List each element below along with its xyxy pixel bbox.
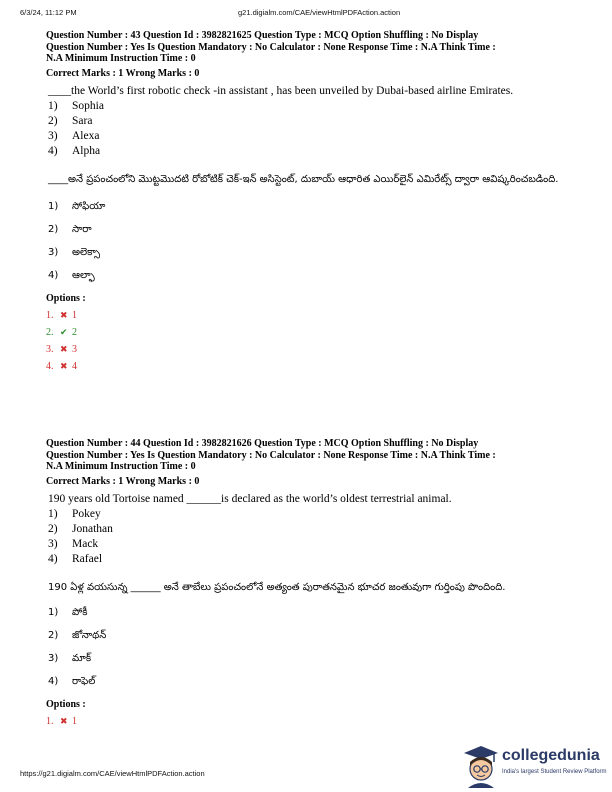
option-item: 4) Rafael bbox=[48, 552, 103, 565]
question-telugu: 190 ఏళ్ల వయసున్న ______ అనే తాబేలు ప్రపంచంలోనే అత్యంత పురాతనమైన భూచర జంతువుగా గుర్తింపు పొందింది. bbox=[48, 581, 506, 593]
logo-name: collegedunia bbox=[502, 747, 600, 764]
option-text: Alexa bbox=[72, 129, 100, 142]
question-44 bbox=[46, 438, 566, 730]
graduate-icon bbox=[462, 744, 500, 788]
option-item: 2) జోనాథన్ bbox=[48, 624, 566, 647]
marks-line: Correct Marks : 1 Wrong Marks : 0 bbox=[46, 67, 200, 79]
option-text: Sophia bbox=[72, 99, 104, 112]
option-item: 4) రాఫెల్ bbox=[48, 670, 566, 693]
answer-option: 3. ✖ 3 bbox=[46, 341, 566, 358]
print-datetime: 6/3/24, 11:12 PM bbox=[20, 8, 77, 17]
option-item: 3) Mack bbox=[48, 537, 99, 550]
answer-option: 4. ✖ 4 bbox=[46, 358, 566, 375]
option-item: 1) Sophia bbox=[48, 99, 104, 112]
question-meta bbox=[46, 438, 566, 473]
option-text: Pokey bbox=[72, 507, 101, 520]
question-telugu: ____అనే ప్రపంచంలోని మొట్టమొదటి రోబోటిక్ చెక్-ఇన్ అసిస్టెంట్, దుబాయ్ ఆధారిత ఎయిర్‌లైన్ ఎమిరేట్స్ ద్వారా ఆవిష్కరించబడింది. bbox=[48, 173, 559, 185]
question-text: 190 years old Tortoise named ______is declared as the world’s oldest terrestrial animal. bbox=[48, 492, 452, 505]
options-label: Options : bbox=[46, 292, 86, 304]
check-icon: ✔ bbox=[60, 326, 68, 337]
option-text: రాఫెల్ bbox=[72, 675, 96, 687]
question-meta bbox=[46, 30, 566, 65]
option-item: 4) ఆల్ఫా bbox=[48, 264, 566, 287]
answer-option: 1. ✖ 1 bbox=[46, 713, 566, 730]
option-item: 2) Jonathan bbox=[48, 522, 113, 535]
option-text: సోఫియా bbox=[72, 200, 106, 212]
option-item: 3) మాక్ bbox=[48, 647, 566, 670]
option-text: Mack bbox=[72, 537, 99, 550]
options-label: Options : bbox=[46, 698, 86, 710]
option-text: అలెక్సా bbox=[72, 246, 101, 258]
option-item: 2) సారా bbox=[48, 218, 566, 241]
answer-option: 2. ✔ 2 bbox=[46, 324, 566, 341]
option-text: Alpha bbox=[72, 144, 101, 157]
question-43 bbox=[46, 30, 566, 375]
option-item: 3) Alexa bbox=[48, 129, 100, 142]
option-text: Rafael bbox=[72, 552, 103, 565]
meta-line: Question Number : 44 Question Id : 3982821626 Question Type : MCQ Option Shuffling : No Display bbox=[46, 438, 479, 449]
meta-line: Question Number : Yes Is Question Mandatory : No Calculator : None Response Time : N.A Think Time : bbox=[46, 449, 496, 461]
option-text: Jonathan bbox=[72, 522, 113, 535]
wrong-icon: ✖ bbox=[60, 360, 68, 371]
option-text: ఆల్ఫా bbox=[72, 269, 95, 281]
option-text: మాక్ bbox=[72, 652, 92, 664]
meta-line: N.A Minimum Instruction Time : 0 bbox=[46, 461, 196, 472]
option-item: 2) Sara bbox=[48, 114, 93, 127]
option-item: 1) Pokey bbox=[48, 507, 101, 520]
wrong-icon: ✖ bbox=[60, 343, 68, 354]
question-text: ____the World’s first robotic check -in assistant , has been unveiled by Dubai-based airline Emirates. bbox=[48, 84, 514, 97]
option-item: 1) పోకీ bbox=[48, 601, 566, 624]
answer-option: 1. ✖ 1 bbox=[46, 307, 566, 324]
collegedunia-logo bbox=[462, 744, 612, 788]
marks-line: Correct Marks : 1 Wrong Marks : 0 bbox=[46, 475, 200, 487]
question-english bbox=[48, 492, 566, 567]
footer-url: https://g21.digialm.com/CAE/viewHtmlPDFAction.action bbox=[20, 769, 205, 778]
print-url: g21.digialm.com/CAE/viewHtmlPDFAction.action bbox=[238, 8, 401, 17]
wrong-icon: ✖ bbox=[60, 309, 68, 320]
wrong-icon: ✖ bbox=[60, 715, 68, 726]
meta-line: N.A Minimum Instruction Time : 0 bbox=[46, 53, 196, 64]
option-text: Sara bbox=[72, 114, 93, 127]
option-item: 4) Alpha bbox=[48, 144, 101, 157]
meta-line: Question Number : Yes Is Question Mandatory : No Calculator : None Response Time : N.A Think Time : bbox=[46, 41, 496, 53]
option-text: జోనాథన్ bbox=[72, 629, 107, 641]
option-text: సారా bbox=[72, 223, 92, 235]
meta-line: Question Number : 43 Question Id : 3982821625 Question Type : MCQ Option Shuffling : No Display bbox=[46, 30, 479, 41]
logo-tagline: India's largest Student Review Platform bbox=[502, 769, 607, 775]
question-english bbox=[48, 84, 566, 159]
option-item: 1) సోఫియా bbox=[48, 195, 566, 218]
option-text: పోకీ bbox=[72, 606, 88, 618]
option-item: 3) అలెక్సా bbox=[48, 241, 566, 264]
